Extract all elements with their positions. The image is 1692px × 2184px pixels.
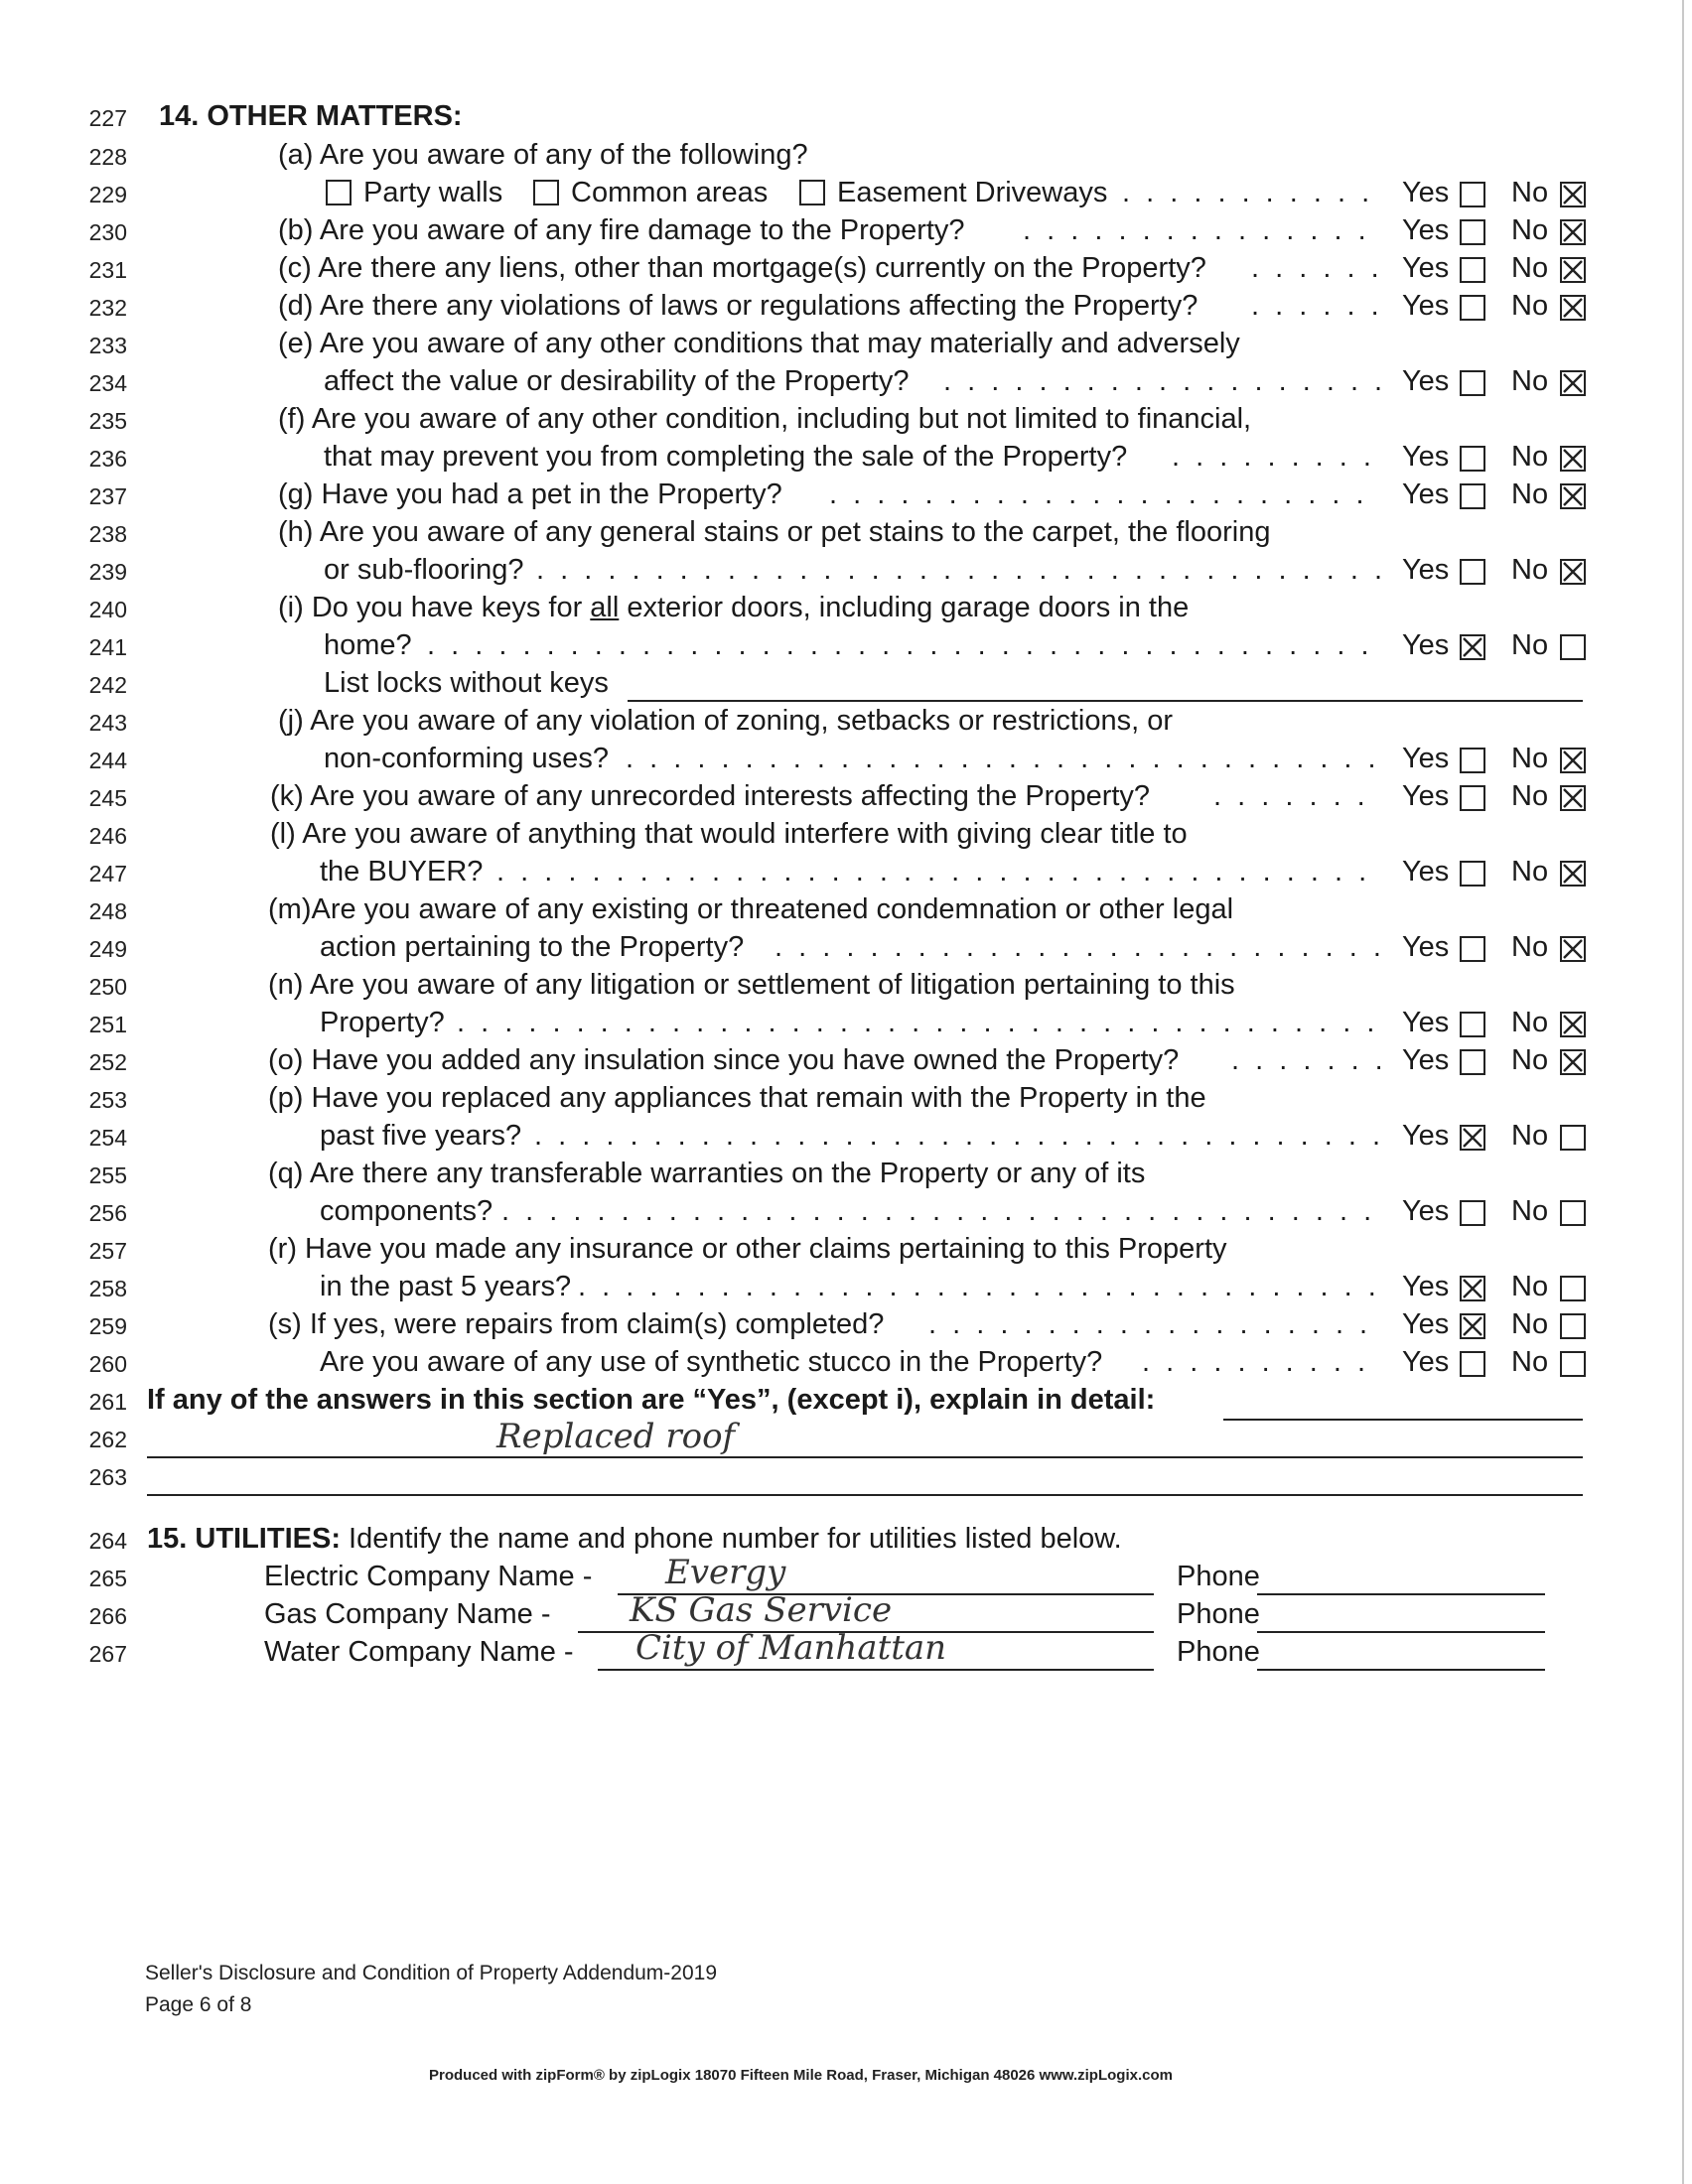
list-locks-label: List locks without keys bbox=[324, 667, 609, 699]
yes-label: Yes bbox=[1402, 1271, 1450, 1302]
yes-checkbox[interactable] bbox=[1460, 295, 1485, 321]
line-number: 249 bbox=[88, 936, 127, 962]
yes-label: Yes bbox=[1402, 177, 1450, 208]
checkmark-x-icon bbox=[1560, 559, 1586, 585]
no-checkbox[interactable] bbox=[1560, 1351, 1586, 1377]
checkmark-x-icon bbox=[1560, 1049, 1586, 1075]
line-number: 253 bbox=[88, 1087, 127, 1113]
electric-company-label: Electric Company Name - bbox=[264, 1561, 593, 1592]
gas-phone-field[interactable] bbox=[1257, 1631, 1545, 1633]
leader-dots: . . . . . . bbox=[1251, 290, 1383, 322]
common-areas-label: Common areas bbox=[571, 177, 769, 208]
line-number: 254 bbox=[88, 1125, 127, 1151]
no-label: No bbox=[1511, 554, 1549, 586]
line-number: 240 bbox=[88, 597, 127, 622]
yes-label: Yes bbox=[1402, 214, 1450, 246]
no-checkbox-checked[interactable] bbox=[1560, 748, 1586, 773]
question-p-cont: past five years? bbox=[320, 1120, 522, 1152]
question-i-cont: home? bbox=[324, 629, 412, 661]
question-stucco: Are you aware of any use of synthetic stucco in the Property? bbox=[320, 1346, 1103, 1378]
electric-company-value: Evergy bbox=[665, 1553, 786, 1592]
line-number: 230 bbox=[88, 219, 127, 245]
line-number: 259 bbox=[88, 1313, 127, 1339]
question-p: (p) Have you replaced any appliances that remain with the Property in the bbox=[268, 1082, 1206, 1114]
checkmark-x-icon bbox=[1560, 1012, 1586, 1037]
yes-label: Yes bbox=[1402, 629, 1450, 661]
explain-field[interactable] bbox=[1223, 1419, 1583, 1421]
line-number: 246 bbox=[88, 823, 127, 849]
line-number: 263 bbox=[88, 1464, 127, 1490]
no-label: No bbox=[1511, 780, 1549, 812]
no-checkbox[interactable] bbox=[1560, 1200, 1586, 1226]
no-checkbox-checked[interactable] bbox=[1560, 1049, 1586, 1075]
water-company-value: City of Manhattan bbox=[635, 1628, 947, 1668]
no-checkbox-checked[interactable] bbox=[1560, 1012, 1586, 1037]
no-label: No bbox=[1511, 1195, 1549, 1227]
checkmark-x-icon bbox=[1460, 1313, 1485, 1339]
question-i-underlined: all bbox=[590, 592, 620, 623]
line-number: 234 bbox=[88, 370, 127, 396]
yes-checkbox[interactable] bbox=[1460, 1012, 1485, 1037]
leader-dots: . . . . . . . . . . . . . . . . . . . . . . . . . . . . . . . . . . . . . bbox=[496, 856, 1371, 887]
line-number: 233 bbox=[88, 333, 127, 358]
leader-dots: . . . . . . . bbox=[1231, 1044, 1387, 1076]
checkmark-x-icon bbox=[1560, 257, 1586, 283]
yes-checkbox-checked[interactable] bbox=[1460, 1313, 1485, 1339]
question-b: (b) Are you aware of any fire damage to the Property? bbox=[278, 214, 965, 246]
leader-dots: . . . . . . . . . . . . . . . . . . . . . . . . . . . . . . . . . . . . bbox=[536, 554, 1387, 586]
no-checkbox-checked[interactable] bbox=[1560, 370, 1586, 396]
footer-produced-by: Produced with zipForm® by zipLogix 18070 Fifteen Mile Road, Fraser, Michigan 48026 www.zipLogix.com bbox=[429, 2067, 1173, 2084]
easement-driveways-checkbox[interactable] bbox=[799, 180, 825, 205]
yes-checkbox[interactable] bbox=[1460, 446, 1485, 472]
checkmark-x-icon bbox=[1560, 182, 1586, 207]
line-number: 239 bbox=[88, 559, 127, 585]
water-company-label: Water Company Name - bbox=[264, 1636, 574, 1668]
explain-label: If any of the answers in this section are “Yes”, (except i), explain in detail: bbox=[147, 1384, 1156, 1416]
line-number: 229 bbox=[88, 182, 127, 207]
line-number: 252 bbox=[88, 1049, 127, 1075]
question-e-cont: affect the value or desirability of the Property? bbox=[324, 365, 910, 397]
yes-checkbox[interactable] bbox=[1460, 483, 1485, 509]
line-number: 237 bbox=[88, 483, 127, 509]
no-label: No bbox=[1511, 252, 1549, 284]
no-label: No bbox=[1511, 629, 1549, 661]
no-checkbox-checked[interactable] bbox=[1560, 295, 1586, 321]
leader-dots: . . . . . . . . . . . . . . . . . . . . . . . . . . . . . . . . . . . . . bbox=[501, 1195, 1376, 1227]
line-number: 261 bbox=[88, 1389, 127, 1415]
no-checkbox-checked[interactable] bbox=[1560, 446, 1586, 472]
yes-label: Yes bbox=[1402, 441, 1450, 473]
water-phone-label: Phone bbox=[1177, 1636, 1260, 1668]
question-s: (s) If yes, were repairs from claim(s) completed? bbox=[268, 1308, 885, 1340]
leader-dots: . . . . . . . . . . . . . . . . . . . . . . . bbox=[829, 478, 1368, 510]
question-l: (l) Are you aware of anything that would interfere with giving clear title to bbox=[270, 818, 1188, 850]
line-number: 250 bbox=[88, 974, 127, 1000]
leader-dots: . . . . . . . bbox=[1213, 780, 1369, 812]
line-number: 228 bbox=[88, 144, 127, 170]
line-number: 251 bbox=[88, 1012, 127, 1037]
water-phone-field[interactable] bbox=[1257, 1669, 1545, 1671]
line-number: 242 bbox=[88, 672, 127, 698]
no-checkbox-checked[interactable] bbox=[1560, 559, 1586, 585]
no-label: No bbox=[1511, 1271, 1549, 1302]
yes-label: Yes bbox=[1402, 931, 1450, 963]
explain-handwritten: Replaced roof bbox=[496, 1417, 736, 1456]
no-checkbox-checked[interactable] bbox=[1560, 257, 1586, 283]
gas-company-value: KS Gas Service bbox=[630, 1590, 893, 1630]
line-number: 264 bbox=[88, 1528, 127, 1554]
line-number: 244 bbox=[88, 748, 127, 773]
yes-label: Yes bbox=[1402, 252, 1450, 284]
yes-label: Yes bbox=[1402, 365, 1450, 397]
no-label: No bbox=[1511, 290, 1549, 322]
question-d: (d) Are there any violations of laws or regulations affecting the Property? bbox=[278, 290, 1198, 322]
yes-checkbox[interactable] bbox=[1460, 257, 1485, 283]
yes-checkbox[interactable] bbox=[1460, 182, 1485, 207]
line-number: 266 bbox=[88, 1603, 127, 1629]
no-label: No bbox=[1511, 441, 1549, 473]
no-label: No bbox=[1511, 743, 1549, 774]
checkmark-x-icon bbox=[1560, 446, 1586, 472]
question-j-cont: non-conforming uses? bbox=[324, 743, 609, 774]
no-label: No bbox=[1511, 856, 1549, 887]
checkmark-x-icon bbox=[1560, 219, 1586, 245]
no-label: No bbox=[1511, 1308, 1549, 1340]
line-number: 255 bbox=[88, 1162, 127, 1188]
checkmark-x-icon bbox=[1560, 370, 1586, 396]
question-g: (g) Have you had a pet in the Property? bbox=[278, 478, 782, 510]
leader-dots: . . . . . . bbox=[1251, 252, 1383, 284]
leader-dots: . . . . . . . . . . . . . . . . . . . . . . . . . . . . . . . . . . . . bbox=[534, 1120, 1385, 1152]
line-number: 247 bbox=[88, 861, 127, 887]
line-number: 257 bbox=[88, 1238, 127, 1264]
line-number: 267 bbox=[88, 1641, 127, 1667]
line-number: 227 bbox=[88, 105, 127, 131]
line-number: 243 bbox=[88, 710, 127, 736]
line-number: 260 bbox=[88, 1351, 127, 1377]
yes-checkbox[interactable] bbox=[1460, 1351, 1485, 1377]
leader-dots: . . . . . . . . . . . . . . . . . . . bbox=[928, 1308, 1372, 1340]
checkmark-x-icon bbox=[1560, 861, 1586, 887]
question-h-cont: or sub-flooring? bbox=[324, 554, 524, 586]
checkmark-x-icon bbox=[1460, 1125, 1485, 1151]
electric-phone-field[interactable] bbox=[1257, 1593, 1545, 1595]
question-e: (e) Are you aware of any other conditions that may materially and adversely bbox=[278, 328, 1240, 359]
no-checkbox-checked[interactable] bbox=[1560, 483, 1586, 509]
line-number: 256 bbox=[88, 1200, 127, 1226]
question-m: (m)Are you aware of any existing or threatened condemnation or other legal bbox=[268, 893, 1234, 925]
question-h: (h) Are you aware of any general stains or pet stains to the carpet, the flooring bbox=[278, 516, 1271, 548]
question-i-part2: exterior doors, including garage doors in the bbox=[619, 592, 1190, 623]
question-m-cont: action pertaining to the Property? bbox=[320, 931, 745, 963]
common-areas-checkbox[interactable] bbox=[533, 180, 559, 205]
checkmark-x-icon bbox=[1560, 785, 1586, 811]
yes-checkbox[interactable] bbox=[1460, 1200, 1485, 1226]
no-label: No bbox=[1511, 1346, 1549, 1378]
no-checkbox[interactable] bbox=[1560, 1125, 1586, 1151]
line-number: 235 bbox=[88, 408, 127, 434]
yes-checkbox[interactable] bbox=[1460, 936, 1485, 962]
gas-phone-label: Phone bbox=[1177, 1598, 1260, 1630]
no-label: No bbox=[1511, 931, 1549, 963]
gas-company-label: Gas Company Name - bbox=[264, 1598, 551, 1630]
question-n: (n) Are you aware of any litigation or settlement of litigation pertaining to this bbox=[268, 969, 1235, 1001]
yes-label: Yes bbox=[1402, 554, 1450, 586]
electric-phone-label: Phone bbox=[1177, 1561, 1260, 1592]
no-checkbox-checked[interactable] bbox=[1560, 861, 1586, 887]
yes-label: Yes bbox=[1402, 856, 1450, 887]
yes-checkbox-checked[interactable] bbox=[1460, 1276, 1485, 1301]
line-number: 262 bbox=[88, 1427, 127, 1452]
question-n-cont: Property? bbox=[320, 1007, 445, 1038]
page-edge bbox=[1682, 0, 1684, 2184]
leader-dots: . . . . . . . . . . . . . . . . . . . . . . . . . . . . . . . . bbox=[626, 743, 1380, 774]
no-checkbox[interactable] bbox=[1560, 1313, 1586, 1339]
yes-label: Yes bbox=[1402, 1007, 1450, 1038]
yes-checkbox-checked[interactable] bbox=[1460, 1125, 1485, 1151]
question-f: (f) Are you aware of any other condition, including but not limited to financial, bbox=[278, 403, 1252, 435]
footer-page-number: Page 6 of 8 bbox=[145, 1993, 252, 2016]
question-c: (c) Are there any liens, other than mortgage(s) currently on the Property? bbox=[278, 252, 1206, 284]
question-i-part1: (i) Do you have keys for bbox=[278, 592, 591, 623]
leader-dots: . . . . . . . . . . . . . . . . . . . . . . . . . . . . . . . . . . bbox=[578, 1271, 1380, 1302]
yes-checkbox[interactable] bbox=[1460, 559, 1485, 585]
no-label: No bbox=[1511, 365, 1549, 397]
section-15-intro: Identify the name and phone number for utilities listed below. bbox=[349, 1523, 1122, 1555]
question-a: (a) Are you aware of any of the following? bbox=[278, 139, 808, 171]
no-label: No bbox=[1511, 1007, 1549, 1038]
no-checkbox-checked[interactable] bbox=[1560, 936, 1586, 962]
yes-label: Yes bbox=[1402, 1195, 1450, 1227]
yes-label: Yes bbox=[1402, 780, 1450, 812]
yes-label: Yes bbox=[1402, 1120, 1450, 1152]
question-k: (k) Are you aware of any unrecorded interests affecting the Property? bbox=[270, 780, 1151, 812]
line-number: 248 bbox=[88, 898, 127, 924]
checkmark-x-icon bbox=[1560, 748, 1586, 773]
section-15 bbox=[147, 1522, 1122, 1556]
no-checkbox[interactable] bbox=[1560, 1276, 1586, 1301]
line-number: 232 bbox=[88, 295, 127, 321]
leader-dots: . . . . . . . . . . . . . . . bbox=[1023, 214, 1370, 246]
leader-dots: . . . . . . . . . . . . . . . . . . . bbox=[943, 365, 1387, 397]
question-i bbox=[278, 591, 1189, 624]
yes-checkbox[interactable] bbox=[1460, 785, 1485, 811]
yes-checkbox-checked[interactable] bbox=[1460, 634, 1485, 660]
yes-label: Yes bbox=[1402, 290, 1450, 322]
line-number: 258 bbox=[88, 1276, 127, 1301]
no-label: No bbox=[1511, 1120, 1549, 1152]
footer-title: Seller's Disclosure and Condition of Property Addendum-2019 bbox=[145, 1962, 718, 1984]
yes-checkbox[interactable] bbox=[1460, 219, 1485, 245]
checkmark-x-icon bbox=[1560, 295, 1586, 321]
no-label: No bbox=[1511, 177, 1549, 208]
no-checkbox-checked[interactable] bbox=[1560, 219, 1586, 245]
leader-dots: . . . . . . . . . bbox=[1172, 441, 1375, 473]
leader-dots: . . . . . . . . . . . . . . . . . . . . . . . . . . bbox=[775, 931, 1385, 963]
water-company-field[interactable] bbox=[598, 1669, 1154, 1671]
checkmark-x-icon bbox=[1560, 483, 1586, 509]
question-j: (j) Are you aware of any violation of zoning, setbacks or restrictions, or bbox=[278, 705, 1174, 737]
question-q-cont: components? bbox=[320, 1195, 494, 1227]
section-14-heading: 14. OTHER MATTERS: bbox=[159, 100, 463, 132]
party-walls-checkbox[interactable] bbox=[326, 180, 352, 205]
question-l-cont: the BUYER? bbox=[320, 856, 484, 887]
no-checkbox-checked[interactable] bbox=[1560, 785, 1586, 811]
checkmark-x-icon bbox=[1460, 1276, 1485, 1301]
question-r-cont: in the past 5 years? bbox=[320, 1271, 572, 1302]
no-checkbox[interactable] bbox=[1560, 634, 1586, 660]
leader-dots: . . . . . . . . . . . bbox=[1122, 177, 1374, 208]
yes-checkbox[interactable] bbox=[1460, 748, 1485, 773]
yes-checkbox[interactable] bbox=[1460, 861, 1485, 887]
list-locks-field[interactable] bbox=[628, 700, 1583, 702]
yes-checkbox[interactable] bbox=[1460, 370, 1485, 396]
yes-label: Yes bbox=[1402, 478, 1450, 510]
leader-dots: . . . . . . . . . . . . . . . . . . . . . . . . . . . . . . . . . . . . . . . bbox=[457, 1007, 1379, 1038]
no-label: No bbox=[1511, 214, 1549, 246]
question-o: (o) Have you added any insulation since you have owned the Property? bbox=[268, 1044, 1180, 1076]
question-f-cont: that may prevent you from completing the sale of the Property? bbox=[324, 441, 1128, 473]
checkmark-x-icon bbox=[1460, 634, 1485, 660]
line-number: 238 bbox=[88, 521, 127, 547]
section-15-heading: 15. UTILITIES: bbox=[147, 1523, 341, 1555]
yes-label: Yes bbox=[1402, 1346, 1450, 1378]
question-q: (q) Are there any transferable warranties on the Property or any of its bbox=[268, 1158, 1146, 1189]
no-label: No bbox=[1511, 478, 1549, 510]
line-number: 231 bbox=[88, 257, 127, 283]
question-r: (r) Have you made any insurance or other claims pertaining to this Property bbox=[268, 1233, 1227, 1265]
party-walls-label: Party walls bbox=[363, 177, 503, 208]
explain-line-3[interactable] bbox=[147, 1494, 1583, 1496]
line-number: 241 bbox=[88, 634, 127, 660]
yes-checkbox[interactable] bbox=[1460, 1049, 1485, 1075]
no-checkbox-checked[interactable] bbox=[1560, 182, 1586, 207]
yes-label: Yes bbox=[1402, 1044, 1450, 1076]
line-number: 236 bbox=[88, 446, 127, 472]
yes-label: Yes bbox=[1402, 1308, 1450, 1340]
yes-label: Yes bbox=[1402, 743, 1450, 774]
easement-driveways-label: Easement Driveways bbox=[837, 177, 1108, 208]
checkmark-x-icon bbox=[1560, 936, 1586, 962]
leader-dots: . . . . . . . . . . . . . . . . . . . . . . . . . . . . . . . . . . . . . . . . bbox=[427, 629, 1373, 661]
leader-dots: . . . . . . . . . . bbox=[1142, 1346, 1370, 1378]
line-number: 245 bbox=[88, 785, 127, 811]
no-label: No bbox=[1511, 1044, 1549, 1076]
explain-line-2[interactable] bbox=[147, 1456, 1583, 1458]
line-number: 265 bbox=[88, 1566, 127, 1591]
